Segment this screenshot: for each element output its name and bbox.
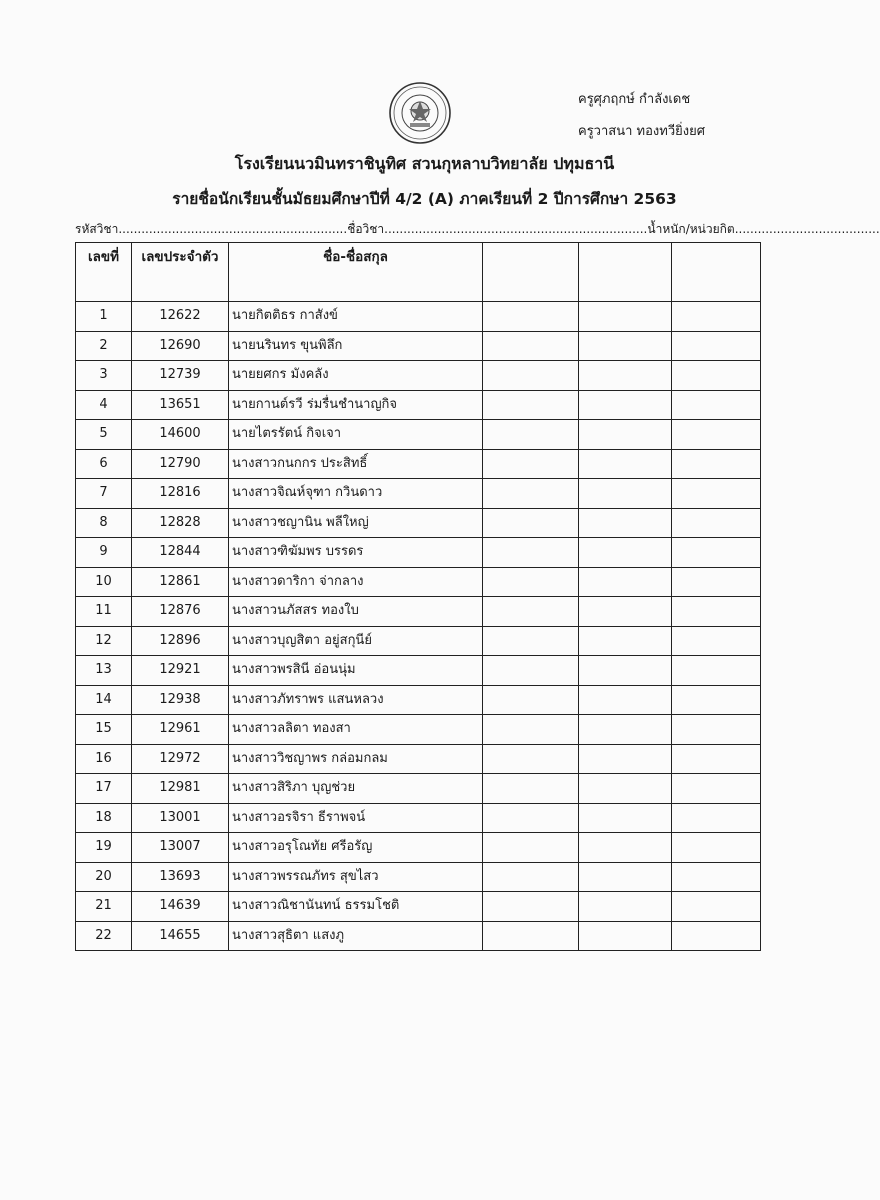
- table-row: [76, 449, 761, 479]
- cell-student-id: 14655: [132, 921, 229, 951]
- cell-blank-2[interactable]: [579, 685, 672, 715]
- cell-blank-3[interactable]: [672, 479, 761, 509]
- cell-name: นางสาวกนกกร ประสิทธิ์: [229, 449, 483, 479]
- subject-name-label: ชื่อวิชา: [347, 222, 385, 236]
- table-row: [76, 656, 761, 686]
- table-row: [76, 361, 761, 391]
- credit-label: น้ำหนัก/หน่วยกิต: [647, 222, 735, 236]
- cell-blank-1[interactable]: [483, 331, 579, 361]
- cell-student-id: 12938: [132, 685, 229, 715]
- cell-blank-2[interactable]: [579, 538, 672, 568]
- cell-student-id: 12981: [132, 774, 229, 804]
- cell-blank-1[interactable]: [483, 479, 579, 509]
- cell-blank-1[interactable]: [483, 302, 579, 332]
- cell-blank-1[interactable]: [483, 420, 579, 450]
- cell-name: นางสาวจิณห์จุฑา กวินดาว: [229, 479, 483, 509]
- cell-blank-2[interactable]: [579, 449, 672, 479]
- cell-no: 19: [76, 833, 132, 863]
- table-row: [76, 390, 761, 420]
- cell-blank-3[interactable]: [672, 862, 761, 892]
- table-row: [76, 833, 761, 863]
- subject-code-label: รหัสวิชา: [75, 222, 119, 236]
- cell-blank-3[interactable]: [672, 774, 761, 804]
- cell-blank-3[interactable]: [672, 715, 761, 745]
- cell-student-id: 12961: [132, 715, 229, 745]
- cell-name: นางสาวอรจิรา ธีราพจน์: [229, 803, 483, 833]
- cell-no: 8: [76, 508, 132, 538]
- teacher-name-1: ครูศุภฤกษ์ กำลังเดช: [578, 92, 691, 107]
- table-row: [76, 538, 761, 568]
- cell-blank-2[interactable]: [579, 361, 672, 391]
- cell-blank-3[interactable]: [672, 803, 761, 833]
- cell-name: นายกานต์รวี ร่มรื่นชำนาญกิจ: [229, 390, 483, 420]
- cell-blank-3[interactable]: [672, 656, 761, 686]
- cell-blank-1[interactable]: [483, 656, 579, 686]
- cell-blank-3[interactable]: [672, 626, 761, 656]
- class-title: [0, 186, 849, 211]
- teacher-name-2: ครูวาสนา ทองทวียิ่งยศ: [578, 124, 705, 139]
- header-row: [76, 243, 761, 302]
- cell-student-id: 14600: [132, 420, 229, 450]
- cell-name: นางสาวพรรณภัทร สุขไสว: [229, 862, 483, 892]
- cell-blank-2[interactable]: [579, 626, 672, 656]
- cell-student-id: 13651: [132, 390, 229, 420]
- cell-blank-2[interactable]: [579, 803, 672, 833]
- cell-blank-2[interactable]: [579, 833, 672, 863]
- table-row: [76, 479, 761, 509]
- table-row: [76, 774, 761, 804]
- cell-no: 7: [76, 479, 132, 509]
- cell-blank-1[interactable]: [483, 508, 579, 538]
- cell-student-id: 13001: [132, 803, 229, 833]
- school-seal-icon: [388, 81, 452, 145]
- cell-blank-2[interactable]: [579, 892, 672, 922]
- cell-blank-2[interactable]: [579, 715, 672, 745]
- cell-no: 11: [76, 597, 132, 627]
- cell-student-id: 12861: [132, 567, 229, 597]
- cell-blank-3[interactable]: [672, 302, 761, 332]
- cell-name: นายไตรรัตน์ กิจเจา: [229, 420, 483, 450]
- cell-blank-2[interactable]: [579, 302, 672, 332]
- table-row: [76, 803, 761, 833]
- header-blank-2: [579, 243, 672, 302]
- credit-blank: ......................................: [734, 222, 880, 236]
- cell-blank-3[interactable]: [672, 597, 761, 627]
- cell-student-id: 12690: [132, 331, 229, 361]
- cell-blank-3[interactable]: [672, 833, 761, 863]
- cell-name: นางสาวสิริภา บุญช่วย: [229, 774, 483, 804]
- cell-no: 21: [76, 892, 132, 922]
- school-title: โรงเรียนนวมินทราชินูทิศ สวนกุหลาบวิทยาลัย ปทุมธานี: [234, 154, 615, 173]
- cell-student-id: 13693: [132, 862, 229, 892]
- table-row: [76, 862, 761, 892]
- cell-blank-1[interactable]: [483, 390, 579, 420]
- cell-blank-1[interactable]: [483, 449, 579, 479]
- cell-no: 12: [76, 626, 132, 656]
- header-name: ชื่อ-ชื่อสกุล: [229, 243, 483, 302]
- cell-no: 20: [76, 862, 132, 892]
- table-row: [76, 685, 761, 715]
- cell-student-id: 12972: [132, 744, 229, 774]
- cell-blank-2[interactable]: [579, 508, 672, 538]
- cell-name: นางสาวอรุโณทัย ศรีอรัญ: [229, 833, 483, 863]
- cell-blank-3[interactable]: [672, 921, 761, 951]
- cell-blank-2[interactable]: [579, 597, 672, 627]
- cell-name: นางสาวพรสินี อ่อนนุ่ม: [229, 656, 483, 686]
- cell-blank-1[interactable]: [483, 803, 579, 833]
- cell-blank-1[interactable]: [483, 567, 579, 597]
- cell-no: 1: [76, 302, 132, 332]
- cell-name: นางสาวณิชานันทน์ ธรรมโชติ: [229, 892, 483, 922]
- cell-student-id: 12921: [132, 656, 229, 686]
- cell-no: 17: [76, 774, 132, 804]
- subject-name-blank: .....................................................................: [384, 222, 648, 236]
- subject-code-blank: ............................................................: [118, 222, 348, 236]
- cell-blank-2[interactable]: [579, 390, 672, 420]
- cell-blank-2[interactable]: [579, 331, 672, 361]
- cell-blank-1[interactable]: [483, 361, 579, 391]
- cell-blank-3[interactable]: [672, 390, 761, 420]
- cell-blank-2[interactable]: [579, 744, 672, 774]
- table-row: [76, 567, 761, 597]
- cell-no: 10: [76, 567, 132, 597]
- cell-student-id: 12790: [132, 449, 229, 479]
- header-blank-3: [672, 243, 761, 302]
- cell-no: 5: [76, 420, 132, 450]
- table-row: [76, 331, 761, 361]
- cell-no: 13: [76, 656, 132, 686]
- cell-blank-1[interactable]: [483, 892, 579, 922]
- cell-blank-1[interactable]: [483, 744, 579, 774]
- table-row: [76, 892, 761, 922]
- cell-name: นายนรินทร ขุนพิลึก: [229, 331, 483, 361]
- cell-name: นางสาวฑิฆัมพร บรรดร: [229, 538, 483, 568]
- cell-blank-3[interactable]: [672, 685, 761, 715]
- header-student-id: เลขประจำตัว: [132, 243, 229, 302]
- cell-blank-2[interactable]: [579, 479, 672, 509]
- table-row: [76, 744, 761, 774]
- cell-student-id: 12844: [132, 538, 229, 568]
- cell-no: 18: [76, 803, 132, 833]
- cell-student-id: 12739: [132, 361, 229, 391]
- cell-blank-1[interactable]: [483, 626, 579, 656]
- cell-blank-1[interactable]: [483, 715, 579, 745]
- cell-blank-3[interactable]: [672, 420, 761, 450]
- school-seal-graphic: [388, 81, 452, 145]
- cell-blank-3[interactable]: [672, 508, 761, 538]
- cell-no: 15: [76, 715, 132, 745]
- cell-no: 14: [76, 685, 132, 715]
- cell-no: 22: [76, 921, 132, 951]
- cell-blank-1[interactable]: [483, 833, 579, 863]
- cell-student-id: 12876: [132, 597, 229, 627]
- table-row: [76, 597, 761, 627]
- cell-blank-1[interactable]: [483, 685, 579, 715]
- cell-no: 3: [76, 361, 132, 391]
- cell-name: นางสาววิชญาพร กล่อมกลม: [229, 744, 483, 774]
- cell-blank-2[interactable]: [579, 921, 672, 951]
- cell-name: นางสาวชญานิน พลีใหญ่: [229, 508, 483, 538]
- cell-blank-1[interactable]: [483, 774, 579, 804]
- cell-blank-3[interactable]: [672, 892, 761, 922]
- cell-blank-3[interactable]: [672, 567, 761, 597]
- cell-student-id: 12896: [132, 626, 229, 656]
- cell-student-id: 13007: [132, 833, 229, 863]
- table-row: [76, 508, 761, 538]
- cell-name: นายยศกร มังคลัง: [229, 361, 483, 391]
- header-no: เลขที่: [76, 243, 132, 302]
- subject-line: [75, 220, 880, 239]
- cell-blank-1[interactable]: [483, 921, 579, 951]
- cell-student-id: 12816: [132, 479, 229, 509]
- cell-blank-3[interactable]: [672, 744, 761, 774]
- table-row: [76, 420, 761, 450]
- cell-blank-1[interactable]: [483, 597, 579, 627]
- student-roster-table: [75, 242, 761, 951]
- cell-name: นางสาวบุญสิตา อยู่สกุนีย์: [229, 626, 483, 656]
- cell-no: 6: [76, 449, 132, 479]
- cell-student-id: 14639: [132, 892, 229, 922]
- cell-blank-1[interactable]: [483, 538, 579, 568]
- cell-blank-2[interactable]: [579, 567, 672, 597]
- cell-student-id: 12622: [132, 302, 229, 332]
- cell-blank-3[interactable]: [672, 361, 761, 391]
- cell-name: นางสาวนภัสสร ทองใบ: [229, 597, 483, 627]
- cell-blank-2[interactable]: [579, 862, 672, 892]
- table-row: [76, 626, 761, 656]
- class-title-text: รายชื่อนักเรียนชั้นมัธยมศึกษาปีที่ 4/2 (A) ภาคเรียนที่ 2 ปีการศึกษา 2563: [172, 190, 677, 208]
- cell-blank-2[interactable]: [579, 420, 672, 450]
- cell-blank-3[interactable]: [672, 331, 761, 361]
- cell-no: 9: [76, 538, 132, 568]
- cell-name: นางสาวลลิตา ทองสา: [229, 715, 483, 745]
- table-header: [76, 243, 761, 302]
- cell-blank-2[interactable]: [579, 774, 672, 804]
- cell-no: 16: [76, 744, 132, 774]
- cell-blank-3[interactable]: [672, 538, 761, 568]
- cell-blank-1[interactable]: [483, 862, 579, 892]
- cell-name: นายกิตติธร กาสังข์: [229, 302, 483, 332]
- cell-no: 2: [76, 331, 132, 361]
- table-row: [76, 302, 761, 332]
- table-row: [76, 921, 761, 951]
- cell-no: 4: [76, 390, 132, 420]
- cell-name: นางสาวภัทราพร แสนหลวง: [229, 685, 483, 715]
- table-body: [76, 302, 761, 951]
- cell-name: นางสาวสุธิตา แสงภู: [229, 921, 483, 951]
- cell-blank-3[interactable]: [672, 449, 761, 479]
- header-blank-1: [483, 243, 579, 302]
- cell-blank-2[interactable]: [579, 656, 672, 686]
- table-row: [76, 715, 761, 745]
- cell-student-id: 12828: [132, 508, 229, 538]
- cell-name: นางสาวดาริกา จ่ากลาง: [229, 567, 483, 597]
